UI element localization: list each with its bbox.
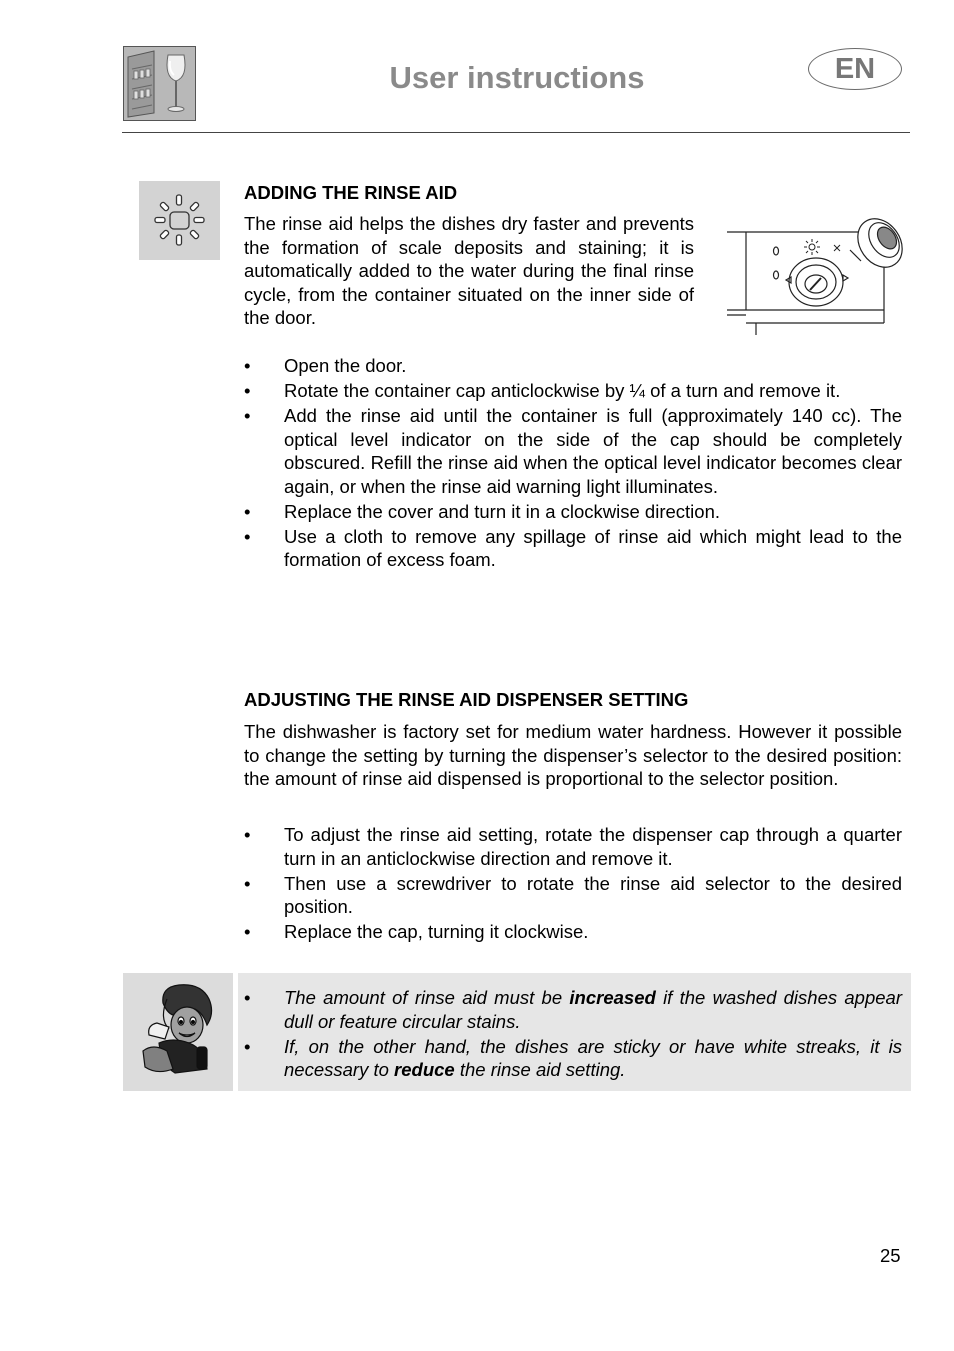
section1-bullet-list	[244, 354, 902, 573]
tip-note-box	[238, 973, 911, 1091]
section-heading-adjusting-dispenser: ADJUSTING THE RINSE AID DISPENSER SETTING	[244, 689, 689, 710]
page-title: User instructions	[389, 60, 645, 95]
list-item: • To adjust the rinse aid setting, rotate the dispenser cap through a quarter turn in an anticlockwise direction and remove it.	[244, 824, 902, 869]
page-number: 25	[880, 1245, 901, 1266]
list-item: • Open the door.	[244, 355, 407, 376]
language-badge: EN	[808, 48, 902, 90]
list-item: • Replace the cap, turning it clockwise.	[244, 921, 589, 942]
list-item: • The amount of rinse aid must be increased if the washed dishes appear dull or feature circular stains.	[244, 987, 902, 1032]
list-item: • Replace the cover and turn it in a clockwise direction.	[244, 500, 720, 522]
header-divider	[122, 132, 910, 133]
list-item: • Use a cloth to remove any spillage of rinse aid which might lead to the formation of excess foam.	[244, 525, 902, 570]
emphasis-increased: increased	[569, 987, 656, 1008]
emphasis-reduce: reduce	[394, 1059, 455, 1080]
section2-bullet-list	[244, 823, 902, 945]
sun-sparkle-icon	[139, 181, 220, 260]
list-item: • Rotate the container cap anticlockwise by ¼ of a turn and remove it.	[244, 380, 841, 401]
cartoon-girl-icon	[123, 973, 233, 1091]
list-item: • Then use a screwdriver to rotate the rinse aid selector to the desired position.	[244, 872, 902, 917]
rinse-aid-dispenser-diagram	[724, 205, 914, 340]
list-item: • If, on the other hand, the dishes are sticky or have white streaks, it is necessary to reduce the rinse aid setting.	[244, 1035, 902, 1080]
section-intro: The rinse aid helps the dishes dry faster and prevents the formation of scale deposits and staining; it is automatically added to the water during the final rinse cycle, from the container situated on the inner side of the door.	[244, 213, 694, 328]
tip-list	[244, 986, 902, 1083]
section-heading-adding-rinse-aid: ADDING THE RINSE AID	[244, 182, 458, 203]
list-item: • Add the rinse aid until the container is full (approximately 140 cc). The optical level indicator on the side of the cap should be completely obscured. Refill the rinse aid when the optical level indicator becomes clear again, or when the rinse aid warning light illuminates.	[244, 405, 902, 497]
section2-intro: The dishwasher is factory set for medium water hardness. However it possible to change the setting by turning the dispenser’s selector to the desired position: the amount of rinse aid dispensed is proportional to the selector position.	[244, 721, 902, 789]
